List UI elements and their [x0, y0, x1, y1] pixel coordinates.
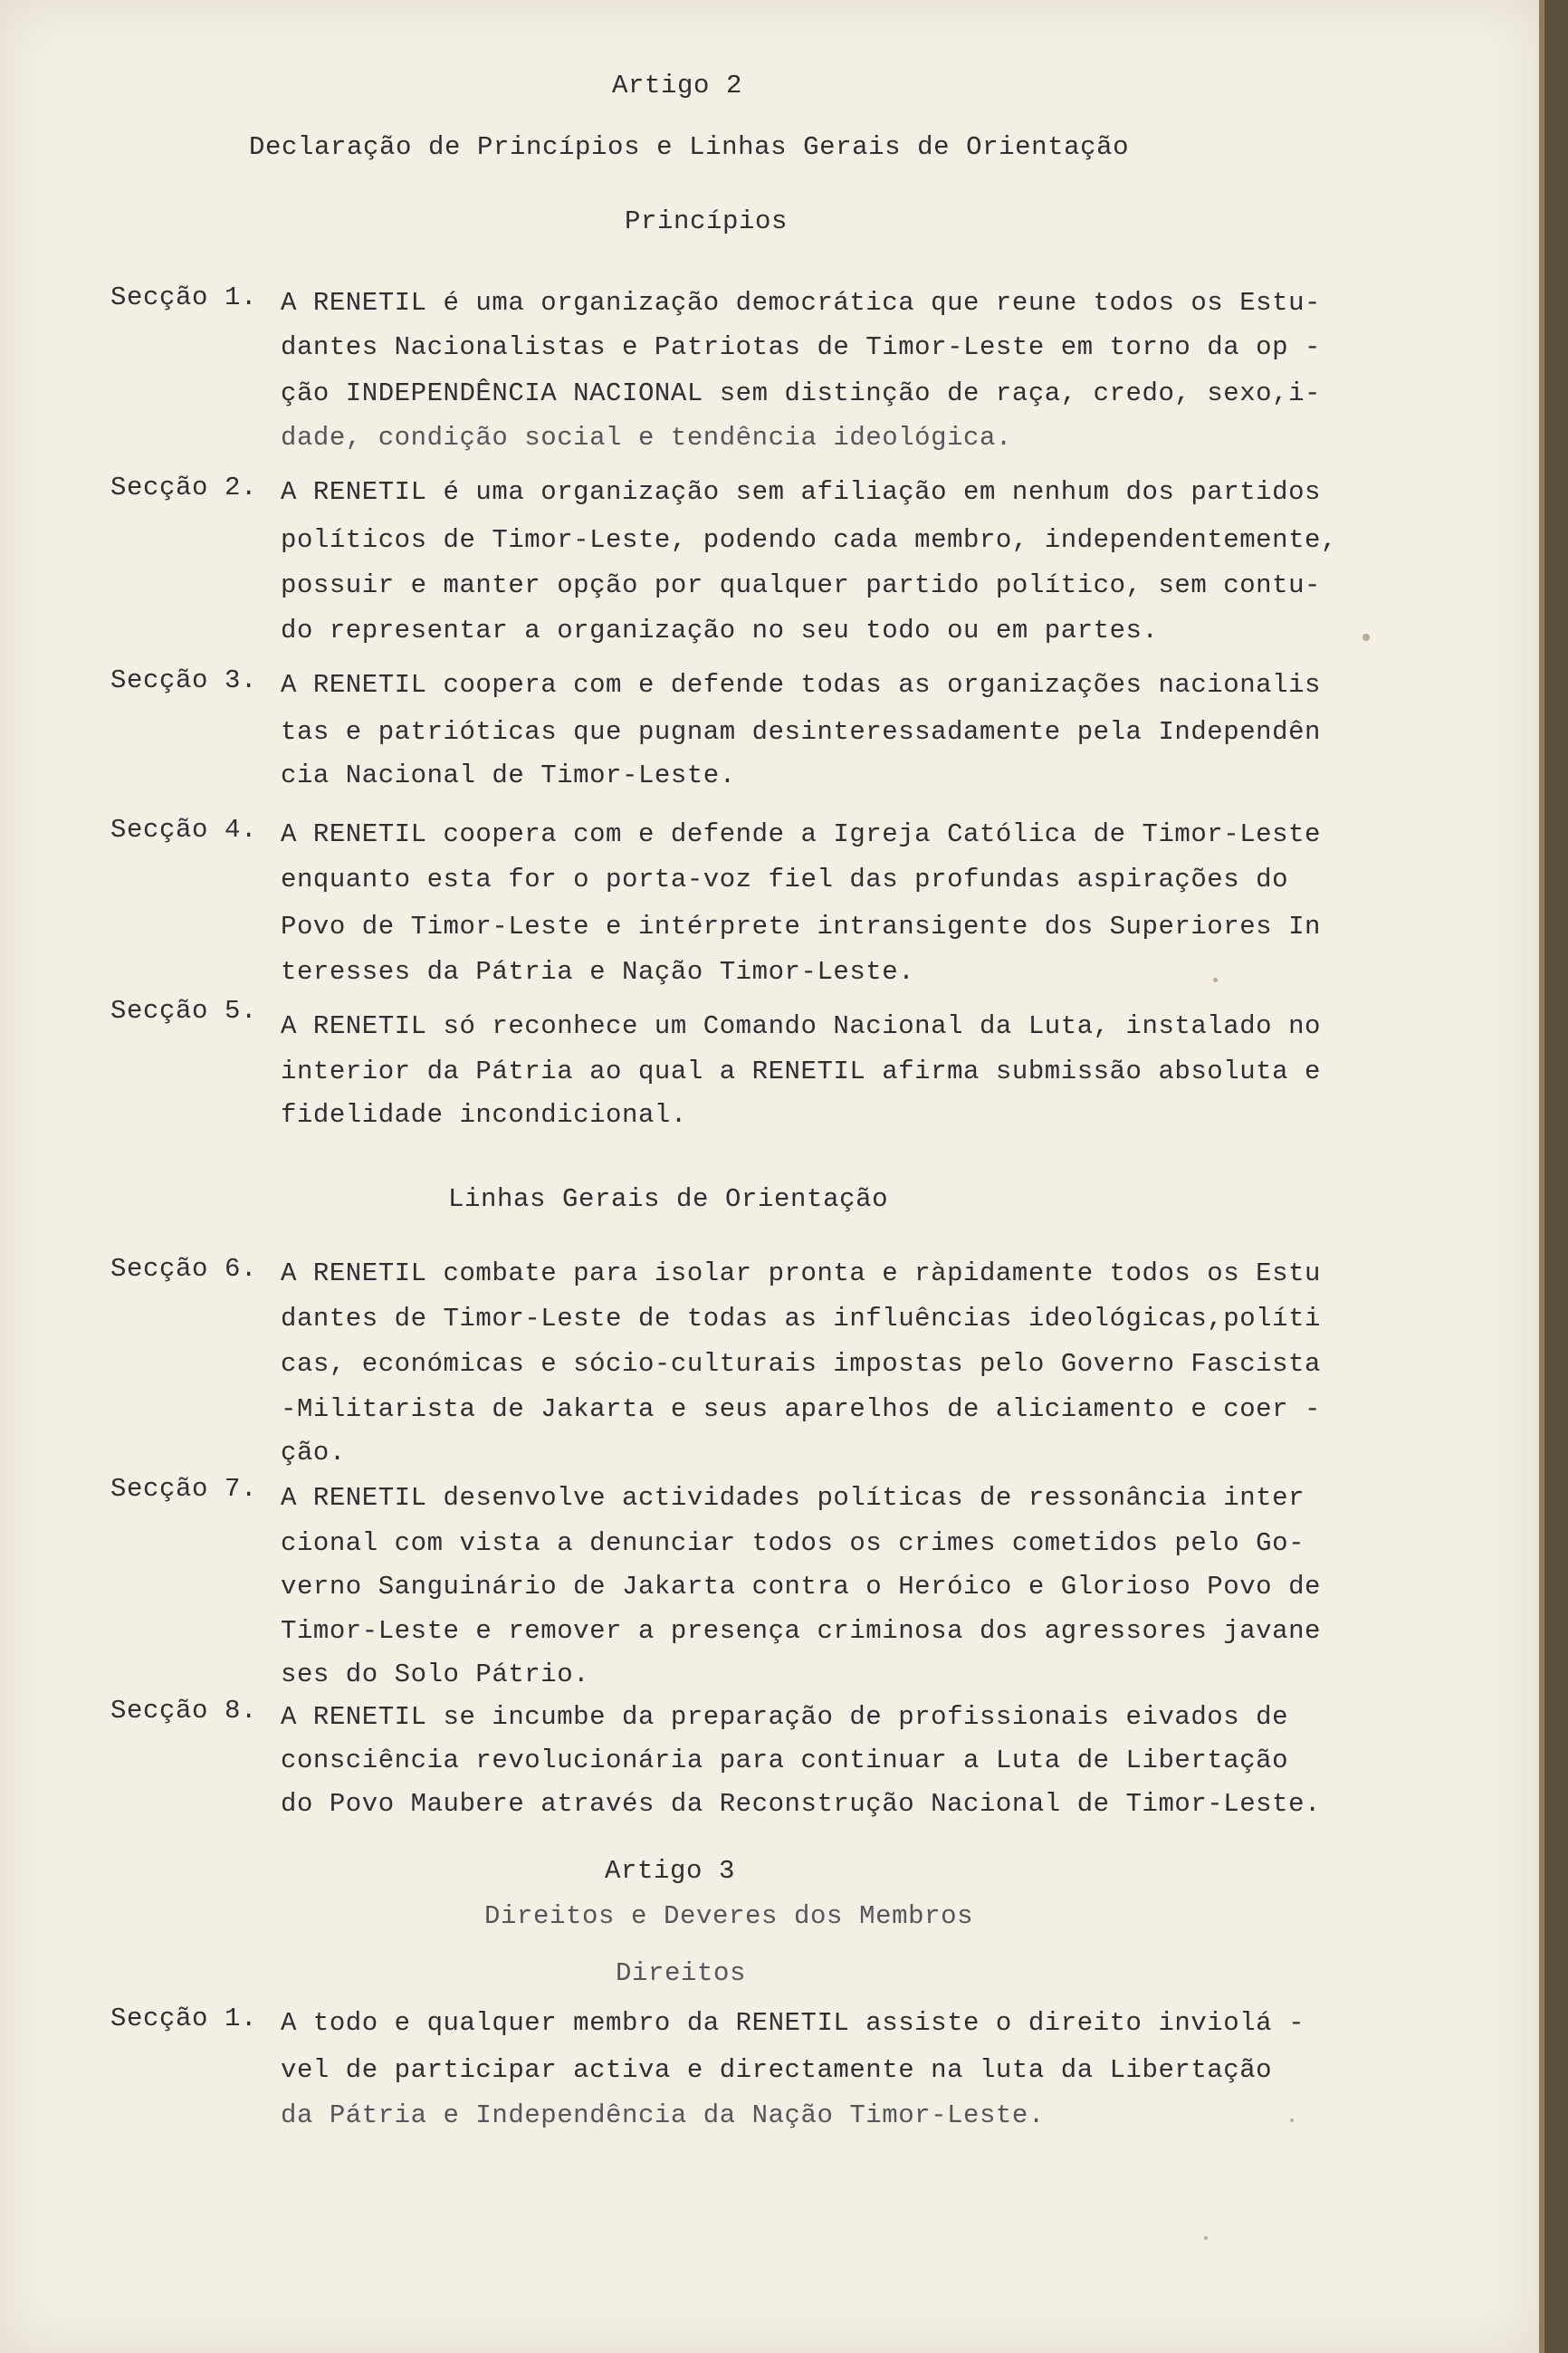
section-label: Secção 8.	[110, 1696, 258, 1726]
section-label: Secção 1.	[110, 282, 258, 312]
subheading-rights: Direitos	[616, 1958, 747, 1988]
section-text-line: cional com vista a denunciar todos os crimes cometidos pelo Go-	[281, 1528, 1305, 1558]
article-heading: Artigo 3	[605, 1856, 736, 1886]
section-text-line: dantes de Timor-Leste de todas as influências ideológicas,políti	[281, 1304, 1321, 1334]
section-text-line: políticos de Timor-Leste, podendo cada membro, independentemente,	[281, 525, 1337, 555]
section-label: Secção 7.	[110, 1474, 258, 1504]
scan-edge	[1539, 0, 1568, 2353]
section-text-line: A RENETIL coopera com e defende a Igreja Católica de Timor-Leste	[281, 819, 1321, 849]
section-text-line: verno Sanguinário de Jakarta contra o Heróico e Glorioso Povo de	[281, 1572, 1321, 1602]
section-text-line: Timor-Leste e remover a presença criminosa dos agressores javane	[281, 1616, 1321, 1646]
paper-speck	[1290, 2119, 1294, 2122]
section-text-line: A todo e qualquer membro da RENETIL assiste o direito inviolá -	[281, 2008, 1305, 2038]
section-text-line: A RENETIL é uma organização democrática que reune todos os Estu-	[281, 288, 1321, 318]
section-text-line: da Pátria e Independência da Nação Timor-Leste.	[281, 2100, 1045, 2130]
section-text-line: ção.	[281, 1438, 346, 1468]
section-label: Secção 5.	[110, 996, 258, 1026]
section-label: Secção 2.	[110, 473, 258, 502]
scan-edge-crease	[1539, 0, 1544, 2353]
paper-speck	[1362, 634, 1370, 641]
paper-speck	[1213, 978, 1218, 982]
paper-speck	[1204, 2236, 1208, 2240]
article-heading: Artigo 2	[612, 71, 743, 100]
section-text-line: A RENETIL se incumbe da preparação de profissionais eivados de	[281, 1702, 1289, 1732]
subheading-guidelines: Linhas Gerais de Orientação	[448, 1184, 889, 1214]
section-text-line: A RENETIL é uma organização sem afiliação em nenhum dos partidos	[281, 477, 1321, 507]
section-text-line: A RENETIL desenvolve actividades políticas de ressonância inter	[281, 1483, 1305, 1513]
section-text-line: tas e patrióticas que pugnam desinteressadamente pela Independên	[281, 717, 1321, 747]
section-text-line: ção INDEPENDÊNCIA NACIONAL sem distinção de raça, credo, sexo,i-	[281, 378, 1321, 408]
section-text-line: A RENETIL combate para isolar pronta e ràpidamente todos os Estu	[281, 1258, 1321, 1288]
section-text-line: possuir e manter opção por qualquer partido político, sem contu-	[281, 570, 1321, 600]
section-text-line: -Militarista de Jakarta e seus aparelhos de aliciamento e coer -	[281, 1394, 1321, 1424]
section-text-line: enquanto esta for o porta-voz fiel das profundas aspirações do	[281, 865, 1289, 894]
section-text-line: cas, económicas e sócio-culturais impostas pelo Governo Fascista	[281, 1349, 1321, 1379]
section-text-line: vel de participar activa e directamente na luta da Libertação	[281, 2055, 1273, 2085]
article-title: Direitos e Deveres dos Membros	[484, 1901, 974, 1931]
section-label: Secção 1.	[110, 2004, 258, 2033]
section-text-line: fidelidade incondicional.	[281, 1100, 687, 1130]
section-text-line: consciência revolucionária para continuar a Luta de Libertação	[281, 1746, 1289, 1775]
section-label: Secção 6.	[110, 1254, 258, 1284]
section-text-line: interior da Pátria ao qual a RENETIL afirma submissão absoluta e	[281, 1057, 1321, 1086]
section-text-line: teresses da Pátria e Nação Timor-Leste.	[281, 957, 915, 987]
section-label: Secção 4.	[110, 815, 258, 845]
section-text-line: A RENETIL só reconhece um Comando Nacional da Luta, instalado no	[281, 1011, 1321, 1041]
section-text-line: cia Nacional de Timor-Leste.	[281, 760, 736, 790]
subheading-principles: Princípios	[625, 206, 789, 236]
section-text-line: do Povo Maubere através da Reconstrução Nacional de Timor-Leste.	[281, 1789, 1321, 1819]
section-text-line: A RENETIL coopera com e defende todas as organizações nacionalis	[281, 670, 1321, 700]
section-text-line: Povo de Timor-Leste e intérprete intransigente dos Superiores In	[281, 912, 1321, 942]
section-text-line: do representar a organização no seu todo ou em partes.	[281, 616, 1159, 646]
section-text-line: ses do Solo Pátrio.	[281, 1660, 590, 1689]
article-title: Declaração de Princípios e Linhas Gerais de Orientação	[249, 132, 1130, 162]
section-text-line: dantes Nacionalistas e Patriotas de Timor-Leste em torno da op -	[281, 332, 1321, 362]
section-label: Secção 3.	[110, 665, 258, 695]
section-text-line: dade, condição social e tendência ideológica.	[281, 423, 1012, 453]
